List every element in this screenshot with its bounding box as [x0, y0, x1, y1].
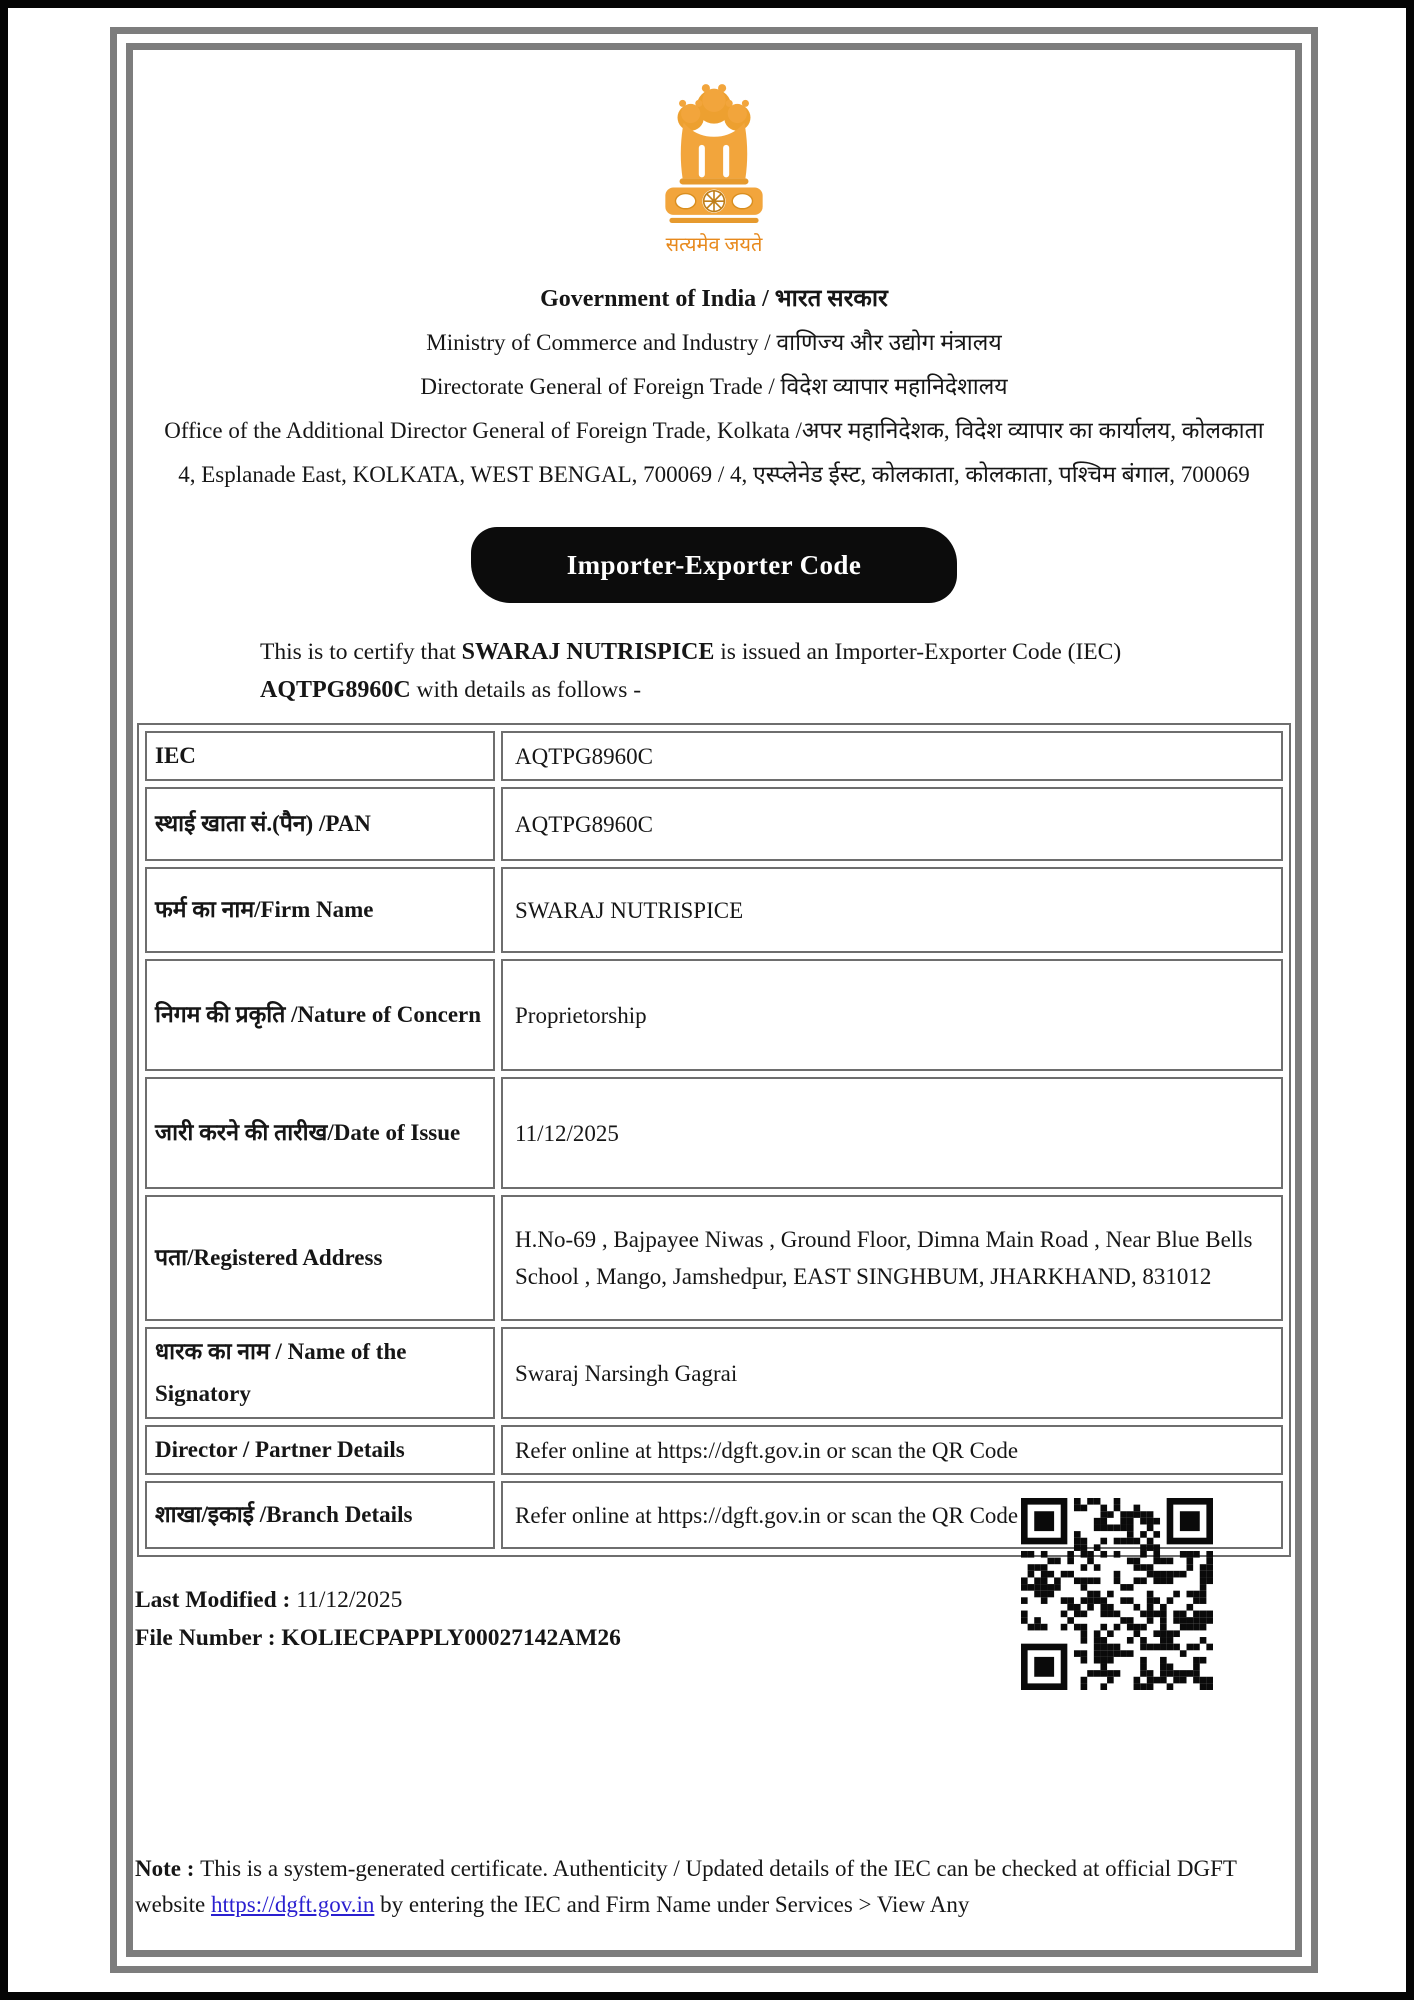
- certify-suffix: with details as follows -: [410, 677, 642, 703]
- last-modified-value: 11/12/2025: [296, 1587, 403, 1613]
- row-label: Director / Partner Details: [145, 1425, 495, 1475]
- note-body-2: by entering the IEC and Firm Name under Services > View Any: [374, 1892, 970, 1917]
- row-label: फर्म का नाम/Firm Name: [145, 867, 495, 953]
- row-value: Proprietorship: [501, 959, 1283, 1071]
- firm-name: SWARAJ NUTRISPICE: [461, 639, 715, 665]
- header-ministry: Ministry of Commerce and Industry / वाणिज्य और उद्योग मंत्रालय: [426, 330, 1002, 355]
- file-number-label: File Number :: [135, 1625, 276, 1651]
- table-row-director-partner-details: [145, 1425, 1283, 1475]
- row-label: स्थाई खाता सं.(पैन) /PAN: [145, 787, 495, 861]
- certify-middle: is issued an Importer-Exporter Code (IEC): [714, 639, 1122, 665]
- row-value: H.No-69 , Bajpayee Niwas , Ground Floor, Dimna Main Road , Near Blue Bells School , Mango, Jamshedpur, EAST SINGHBUM, JHARKHAND, 831012: [501, 1195, 1283, 1321]
- india-national-emblem-icon: [657, 213, 771, 230]
- table-row-registered-address: [145, 1195, 1283, 1321]
- row-label: शाखा/इकाई /Branch Details: [145, 1481, 495, 1549]
- emblem-motto: सत्यमेव जयते: [665, 234, 763, 256]
- note-paragraph: [135, 1851, 1285, 1923]
- row-value: 11/12/2025: [501, 1077, 1283, 1189]
- emblem-block: [644, 76, 784, 257]
- row-value: Swaraj Narsingh Gagrai: [501, 1327, 1283, 1419]
- header-address: 4, Esplanade East, KOLKATA, WEST BENGAL, 700069 / 4, एस्प्लेनेड ईस्ट, कोलकाता, कोलकाता, पश्चिम बंगाल, 700069: [178, 462, 1250, 487]
- header-office: Office of the Additional Director General of Foreign Trade, Kolkata /अपर महानिदेशक, विदेश व्यापार का कार्यालय, कोलकाता: [164, 418, 1264, 443]
- row-label: जारी करने की तारीख/Date of Issue: [145, 1077, 495, 1189]
- table-row-iec: [145, 731, 1283, 781]
- header-government-of-india: Government of India / भारत सरकार: [540, 286, 888, 312]
- row-value: Refer online at https://dgft.gov.in or scan the QR Code: [501, 1481, 1283, 1549]
- row-label: धारक का नाम / Name of the Signatory: [145, 1327, 495, 1419]
- row-label: निगम की प्रकृति /Nature of Concern: [145, 959, 495, 1071]
- note-label: Note :: [135, 1856, 201, 1881]
- row-value: AQTPG8960C: [501, 787, 1283, 861]
- qr-code-icon: [1021, 1498, 1213, 1690]
- table-row-signatory-name: [145, 1327, 1283, 1419]
- last-modified-label: Last Modified :: [135, 1587, 291, 1613]
- title-badge: Importer-Exporter Code: [471, 527, 957, 603]
- certificate-inner-frame: [126, 43, 1302, 1957]
- table-row-firm-name: [145, 867, 1283, 953]
- row-label: पता/Registered Address: [145, 1195, 495, 1321]
- row-value: AQTPG8960C: [501, 731, 1283, 781]
- file-number-value: KOLIECPAPPLY00027142AM26: [281, 1625, 621, 1651]
- details-table: [137, 723, 1291, 1557]
- header-block: [133, 277, 1295, 497]
- dgft-website-link[interactable]: https://dgft.gov.in: [211, 1892, 375, 1917]
- table-row-date-of-issue: [145, 1077, 1283, 1189]
- certify-prefix: This is to certify that: [260, 639, 462, 665]
- note-body-1: This is a system-generated certificate. Authenticity / Updated details of the IEC can be checked at official DGFT website: [135, 1856, 1237, 1917]
- table-row-pan: [145, 787, 1283, 861]
- row-value: Refer online at https://dgft.gov.in or scan the QR Code: [501, 1425, 1283, 1475]
- iec-code: AQTPG8960C: [260, 677, 411, 703]
- header-directorate: Directorate General of Foreign Trade / विदेश व्यापार महानिदेशालय: [420, 374, 1008, 399]
- row-label: IEC: [145, 731, 495, 781]
- certify-paragraph: [260, 633, 1168, 709]
- table-row-nature-of-concern: [145, 959, 1283, 1071]
- certificate-outer-frame: [110, 27, 1318, 1973]
- row-value: SWARAJ NUTRISPICE: [501, 867, 1283, 953]
